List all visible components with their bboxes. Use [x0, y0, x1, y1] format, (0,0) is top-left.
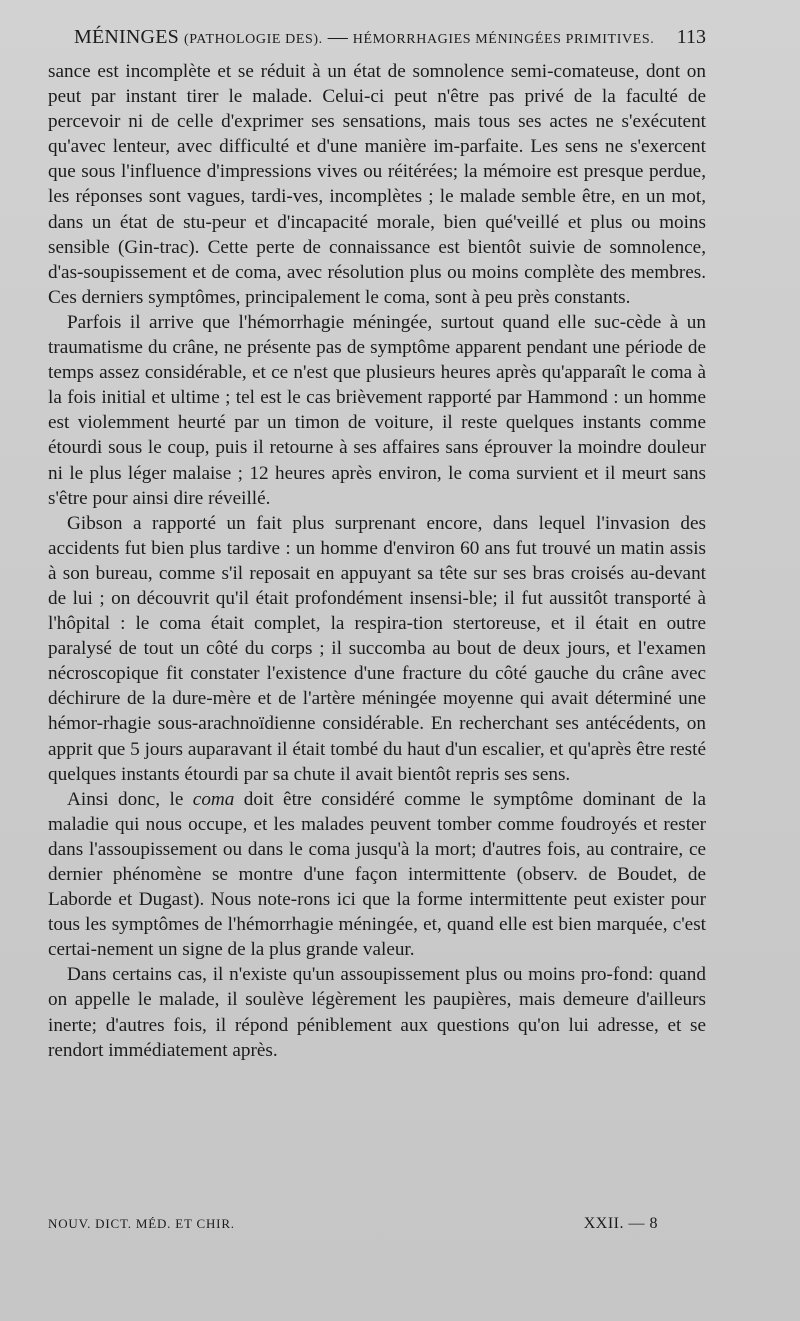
header-dash: — — [327, 26, 348, 48]
paragraph-coma-after: doit être considéré comme le symptôme dominant de la maladie qui nous occupe, et les malades peuvent tomber comme foudroyés et rester dans l'assoupissement ou dans le coma jusqu'à la mort; d'autres fois, au contraire, ce dernier phénomène se montre d'une façon intermittente (observ. de Boudet, de Laborde et Dugast). Nous note-rons ici que la forme intermittente peut exister pour tous les symptômes de l'hémorrhagie méningée, et, quand elle est bien marquée, c'est certai-nement un signe de la plus grande valeur. — [48, 788, 706, 961]
running-header — [74, 22, 706, 52]
header-title: MÉNINGES — [74, 26, 179, 48]
paragraph-gibson-case: Gibson a rapporté un fait plus surprenant encore, dans lequel l'invasion des accidents fut bien plus tardive : un homme d'environ 60 ans fut trouvé un matin assis à son bureau, comme s'il reposait en appuyant sa tête sur ses bras croisés au-devant de lui ; on découvrit qu'il était profondément insensi-ble; il fut aussitôt transporté à l'hôpital : le coma était complet, la respira-tion stertoreuse, et il était en outre paralysé de tout un côté du corps ; il succomba au bout de deux jours, et l'examen nécroscopique fit constater l'existence d'une fracture du côté gauche du crâne avec déchirure de la dure-mère et de l'artère méningée moyenne qui avait déterminé une hémor-rhagie sous-arachnoïdienne considérable. En recherchant ses antécédents, on apprit que 5 jours auparavant il était tombé du haut d'un escalier, et qu'après être resté quelques instants étourdi par sa chute il avait bientôt repris ses sens. — [48, 512, 706, 785]
page-footer — [48, 1212, 706, 1236]
paragraph-assoupissement: Dans certains cas, il n'existe qu'un assoupissement plus ou moins pro-fond: quand on appelle le malade, il soulève légèrement les paupières, mais demeure d'ailleurs inerte; d'autres fois, il répond péniblement aux questions qu'on lui adresse, et se rendort immédiatement après. — [48, 964, 706, 1061]
paragraph-continuation: sance est incomplète et se réduit à un état de somnolence semi-comateuse, dont on peut par instant tirer le malade. Celui-ci peut n'être pas privé de la faculté de percevoir ni de celle d'exprimer ses sensations, mais tous ses actes ne s'exécutent qu'avec lenteur, avec difficulté et d'une manière im-parfaite. Les sens ne s'exercent que sous l'influence d'impressions vives ou réitérées; la mémoire est presque perdue, les réponses sont vagues, tardi-ves, incomplètes ; le malade semble être, en un mot, dans un état de stu-peur et d'incapacité morale, bien qué'veillé et plus ou moins sensible (Gin-trac). Cette perte de connaissance est bientôt suivie de somnolence, d'as-soupissement et de coma, avec résolution plus ou moins complète des membres. Ces derniers symptômes, principalement le coma, sont à peu près constants. — [48, 61, 706, 308]
body-text — [48, 59, 706, 1063]
footer-signature: NOUV. DICT. MÉD. ET CHIR. — [48, 1216, 235, 1231]
header-subtitle: (PATHOLOGIE DES). — [183, 32, 323, 47]
paragraph-coma-before: Ainsi donc, le — [67, 788, 193, 810]
footer-volume: XXII. — 8 — [583, 1215, 658, 1232]
page-number: 113 — [676, 26, 706, 48]
header-section: HÉMORRHAGIES MÉNINGÉES PRIMITIVES. — [352, 32, 655, 47]
paragraph-coma-symptom — [48, 787, 706, 963]
emphasis-coma: coma — [192, 788, 235, 810]
paragraph-hammond-case: Parfois il arrive que l'hémorrhagie méningée, surtout quand elle suc-cède à un traumatisme du crâne, ne présente pas de symptôme apparent pendant une période de temps assez considérable, et ce n'est que plusieurs heures après qu'apparaît le coma à la fois initial et ultime ; tel est le cas brièvement rapporté par Hammond : un homme est violemment heurté par un timon de voiture, il reste quelques instants comme étourdi sous le coup, puis il retourne à ses affaires sans éprouver la moindre douleur ni le plus léger malaise ; 12 heures après environ, le coma survient et il meurt sans s'être pour ainsi dire réveillé. — [48, 311, 706, 509]
